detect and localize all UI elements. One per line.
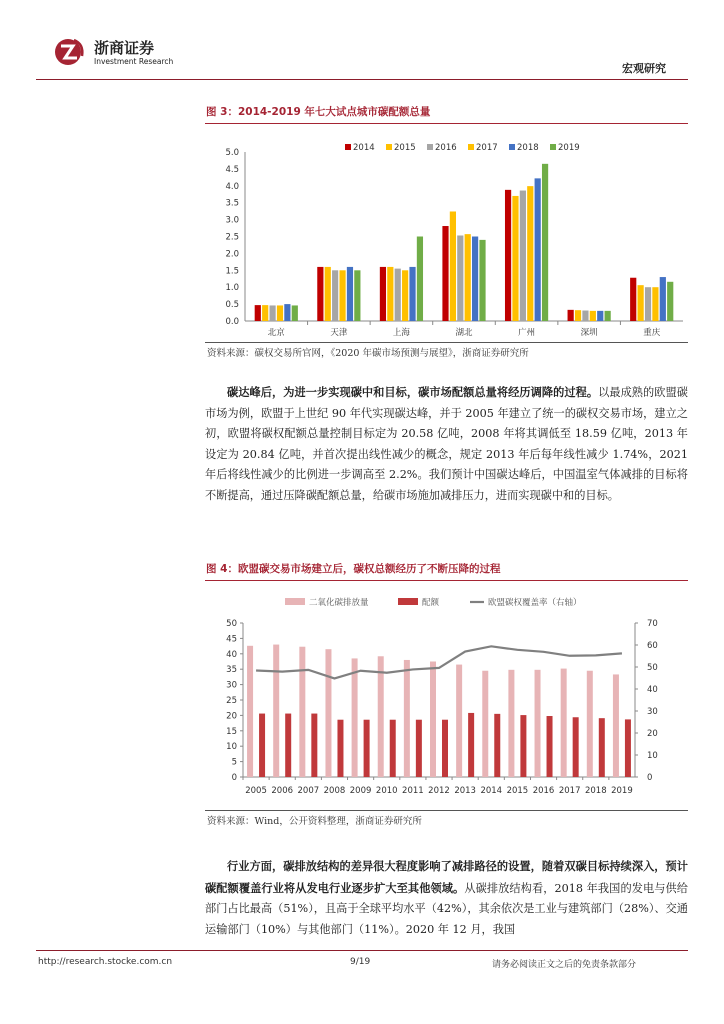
- figure3-title-rule: [205, 123, 688, 124]
- bar-2019-深圳: [605, 311, 611, 321]
- legend-label-2017: 2017: [476, 143, 498, 153]
- bar-二氧化碳排放量-2011: [404, 660, 410, 777]
- right-tick-label: 70: [647, 619, 658, 629]
- y-tick-label: 3.0: [225, 215, 239, 226]
- y-tick-label: 0.0: [225, 317, 239, 327]
- x-tick-label: 2010: [375, 786, 398, 796]
- right-tick-label: 10: [647, 751, 658, 761]
- paragraph-1-lead: 碳达峰后，为进一步实现碳中和目标，碳市场配额总量将经历调降的过程。: [227, 385, 599, 399]
- bar-配额-2017: [573, 717, 579, 777]
- bar-二氧化碳排放量-2018: [587, 671, 593, 777]
- bar-2014-天津: [317, 267, 323, 321]
- bar-配额-2007: [311, 714, 317, 777]
- section-title: 宏观研究: [622, 62, 666, 75]
- x-tick-label: 2015: [506, 786, 529, 796]
- figure3-source-rule: [205, 342, 688, 343]
- paragraph-1: [205, 382, 688, 506]
- x-tick-label: 2007: [297, 786, 320, 796]
- left-tick-label: 20: [226, 711, 237, 722]
- bar-2017-广州: [527, 186, 533, 321]
- x-tick-label: 上海: [392, 328, 410, 338]
- bar-2015-上海: [387, 267, 393, 321]
- bar-2014-上海: [380, 267, 386, 321]
- x-tick-label: 重庆: [643, 328, 661, 338]
- y-tick-label: 1.0: [225, 283, 239, 294]
- x-tick-label: 2012: [428, 786, 450, 796]
- left-tick-label: 30: [226, 680, 237, 691]
- bar-二氧化碳排放量-2008: [325, 649, 331, 777]
- bar-2016-湖北: [457, 235, 463, 321]
- left-tick-label: 45: [226, 634, 237, 645]
- bar-2017-北京: [277, 305, 283, 321]
- bar-2019-天津: [354, 270, 360, 321]
- bar-配额-2013: [468, 713, 474, 777]
- figure3-chart: [205, 126, 688, 341]
- x-tick-label: 湖北: [455, 328, 473, 338]
- bar-2017-重庆: [652, 287, 658, 321]
- legend-swatch-2014: [345, 144, 351, 150]
- bar-2016-重庆: [645, 287, 651, 321]
- paragraph-1-body: 以最成熟的欧盟碳市场为例，欧盟于上世纪 90 年代实现碳达峰，并于 2005 年建立了统一的碳权交易市场，建立之初，欧盟将碳权配额总量控制目标定为 20.58 亿吨，2008 年将其调低至 18.59 亿吨，2013 年设定为 20.84 亿吨，并首次提出线性减少的概念，规定 2013 年后每年线性减少 1.74%，2021 年后将线性减少的比例进一步调高至 2.2%。我们预计中国碳达峰后，中国温室气体减排的目标将不断提高，通过压降碳配额总量，给碳市场施加减排压力，进而实现碳中和的目标。: [205, 386, 688, 502]
- figure3-title: 图 3：2014-2019 年七大试点城市碳配额总量: [206, 106, 431, 118]
- bar-配额-2006: [285, 714, 291, 777]
- x-tick-label: 2017: [558, 786, 581, 796]
- figure3-source: 资料来源：碳权交易所官网，《2020 年碳市场预测与展望》，浙商证券研究所: [207, 348, 529, 359]
- logo-mark-icon: [52, 36, 88, 68]
- bar-2017-上海: [402, 270, 408, 321]
- legend-swatch-2016: [427, 144, 433, 150]
- bar-2018-深圳: [597, 311, 603, 321]
- bar-2014-湖北: [442, 226, 448, 321]
- bar-配额-2005: [259, 714, 265, 777]
- x-tick-label: 广州: [518, 328, 536, 338]
- figure4-title: 图 4：欧盟碳交易市场建立后，碳权总额经历了不断压降的过程: [206, 563, 501, 575]
- left-tick-label: 5: [231, 757, 237, 768]
- bar-2016-深圳: [582, 311, 588, 321]
- legend-label-2018: 2018: [517, 143, 539, 153]
- logo: [52, 36, 172, 70]
- legend-label-2015: 2015: [394, 143, 416, 153]
- bar-2018-湖北: [472, 237, 478, 322]
- legend-swatch-2018: [509, 144, 515, 150]
- logo-en: Investment Research: [94, 57, 174, 66]
- legend-swatch-2019: [550, 144, 556, 150]
- right-tick-label: 60: [647, 641, 658, 651]
- bar-二氧化碳排放量-2012: [430, 662, 436, 778]
- y-tick-label: 1.5: [225, 266, 239, 277]
- legend-label-2016: 2016: [435, 143, 457, 153]
- x-tick-label: 天津: [330, 328, 348, 338]
- bar-二氧化碳排放量-2019: [613, 674, 619, 777]
- bar-2016-广州: [520, 191, 526, 321]
- bar-2017-天津: [339, 270, 345, 321]
- header-rule: [36, 79, 688, 80]
- left-tick-label: 0: [231, 773, 237, 783]
- y-tick-label: 3.5: [225, 198, 239, 209]
- bar-2015-广州: [512, 196, 518, 321]
- legend-label-二氧化碳排放量: 二氧化碳排放量: [309, 598, 369, 608]
- bar-2018-重庆: [660, 277, 666, 321]
- bar-2016-北京: [269, 305, 275, 321]
- x-tick-label: 2006: [271, 786, 294, 796]
- legend-label-配额: 配额: [422, 598, 440, 608]
- bar-配额-2014: [494, 714, 500, 777]
- x-tick-label: 2011: [402, 786, 424, 796]
- left-tick-label: 15: [226, 726, 237, 737]
- bar-配额-2011: [416, 720, 422, 777]
- bar-二氧化碳排放量-2017: [561, 669, 567, 777]
- figure4-chart: [205, 583, 688, 808]
- bar-2019-上海: [417, 237, 423, 322]
- paragraph-2: [205, 856, 688, 940]
- bar-二氧化碳排放量-2013: [456, 665, 462, 777]
- bar-配额-2012: [442, 720, 448, 777]
- y-tick-label: 2.0: [225, 249, 239, 260]
- figure4-source-rule: [205, 810, 688, 811]
- x-tick-label: 2016: [532, 786, 555, 796]
- bar-2019-湖北: [479, 240, 485, 321]
- bar-二氧化碳排放量-2010: [378, 656, 384, 777]
- bar-2018-北京: [284, 304, 290, 321]
- bar-2016-上海: [395, 269, 401, 321]
- bar-2015-深圳: [575, 310, 581, 321]
- bar-2016-天津: [332, 270, 338, 321]
- left-tick-label: 25: [226, 696, 237, 706]
- bar-二氧化碳排放量-2015: [508, 670, 514, 777]
- x-tick-label: 深圳: [580, 328, 598, 338]
- left-tick-label: 40: [226, 649, 237, 660]
- bar-配额-2009: [364, 720, 370, 777]
- bar-2019-广州: [542, 164, 548, 321]
- bar-2014-北京: [255, 305, 261, 321]
- left-tick-label: 10: [226, 742, 237, 753]
- figure4-source: 资料来源：Wind，公开资料整理，浙商证券研究所: [207, 816, 422, 827]
- y-tick-label: 4.5: [225, 164, 239, 175]
- legend-label-欧盟碳权覆盖率（右轴）: 欧盟碳权覆盖率（右轴）: [488, 598, 582, 608]
- bar-二氧化碳排放量-2016: [535, 670, 541, 777]
- line-欧盟碳权覆盖率（右轴）: [256, 646, 622, 678]
- legend-swatch-2015: [386, 144, 392, 150]
- bar-2015-天津: [325, 267, 331, 321]
- x-tick-label: 2005: [245, 786, 267, 796]
- right-tick-label: 20: [647, 729, 658, 739]
- footer-page-number: 9/19: [350, 957, 371, 967]
- bar-2014-重庆: [630, 278, 636, 321]
- right-tick-label: 40: [647, 685, 658, 695]
- legend-swatch-二氧化碳排放量: [285, 598, 305, 605]
- bar-2014-广州: [505, 190, 511, 321]
- legend-label-2014: 2014: [353, 143, 375, 153]
- left-tick-label: 50: [226, 619, 237, 629]
- x-tick-label: 2009: [349, 786, 372, 796]
- bar-二氧化碳排放量-2006: [273, 645, 279, 777]
- bar-二氧化碳排放量-2007: [299, 647, 305, 777]
- x-tick-label: 2014: [480, 786, 503, 796]
- bar-2015-湖北: [450, 211, 456, 321]
- bar-配额-2016: [547, 716, 553, 777]
- bar-配额-2008: [337, 720, 343, 777]
- x-tick-label: 北京: [267, 328, 285, 338]
- legend-label-2019: 2019: [558, 143, 580, 153]
- footer-disclaimer: 请务必阅读正文之后的免责条款部分: [492, 960, 637, 970]
- y-tick-label: 2.5: [225, 232, 239, 243]
- bar-配额-2019: [625, 719, 631, 777]
- bar-2019-北京: [292, 305, 298, 321]
- bar-2015-北京: [262, 305, 268, 321]
- bar-配额-2010: [390, 720, 396, 777]
- paragraph-2-lead: 行业方面，碳排放结构的差异很大程度影响了减排路径的设置，随着双碳目标持续深入，预计碳配额覆盖行业将从发电行业逐步扩大至其他领域。: [205, 859, 688, 895]
- bar-2018-广州: [535, 178, 541, 321]
- legend-swatch-2017: [468, 144, 474, 150]
- x-tick-label: 2013: [454, 786, 476, 796]
- footer-rule: [36, 950, 688, 951]
- bar-2014-深圳: [568, 310, 574, 321]
- y-tick-label: 5.0: [225, 148, 239, 158]
- x-tick-label: 2008: [323, 786, 346, 796]
- y-tick-label: 4.0: [225, 181, 239, 192]
- bar-二氧化碳排放量-2009: [352, 658, 358, 777]
- bar-配额-2015: [520, 715, 526, 777]
- x-tick-label: 2018: [584, 786, 607, 796]
- right-tick-label: 30: [647, 707, 658, 717]
- right-tick-label: 0: [647, 773, 653, 783]
- bar-2017-湖北: [465, 234, 471, 321]
- footer-url[interactable]: http://research.stocke.com.cn: [38, 957, 173, 967]
- y-tick-label: 0.5: [225, 300, 239, 311]
- bar-配额-2018: [599, 718, 605, 777]
- bar-2017-深圳: [590, 311, 596, 321]
- paragraph-2-body: 从碳排放结构看，2018 年我国的发电与供给部门占比最高（51%），且高于全球平均水平（42%），其余依次是工业与建筑部门（28%）、交通运输部门（10%）与其他部门（11%）。2020 年 12 月，我国: [205, 881, 688, 936]
- bar-2018-天津: [347, 267, 353, 321]
- left-tick-label: 35: [226, 665, 237, 676]
- right-tick-label: 50: [647, 663, 658, 673]
- bar-二氧化碳排放量-2014: [482, 671, 488, 777]
- figure4-title-rule: [205, 580, 688, 581]
- bar-2015-重庆: [638, 285, 644, 321]
- x-tick-label: 2019: [611, 786, 633, 796]
- legend-swatch-配额: [398, 598, 418, 605]
- bar-2018-上海: [409, 267, 415, 321]
- bar-2019-重庆: [667, 282, 673, 321]
- logo-cn: 浙商证券: [94, 39, 155, 57]
- bar-二氧化碳排放量-2005: [247, 646, 253, 777]
